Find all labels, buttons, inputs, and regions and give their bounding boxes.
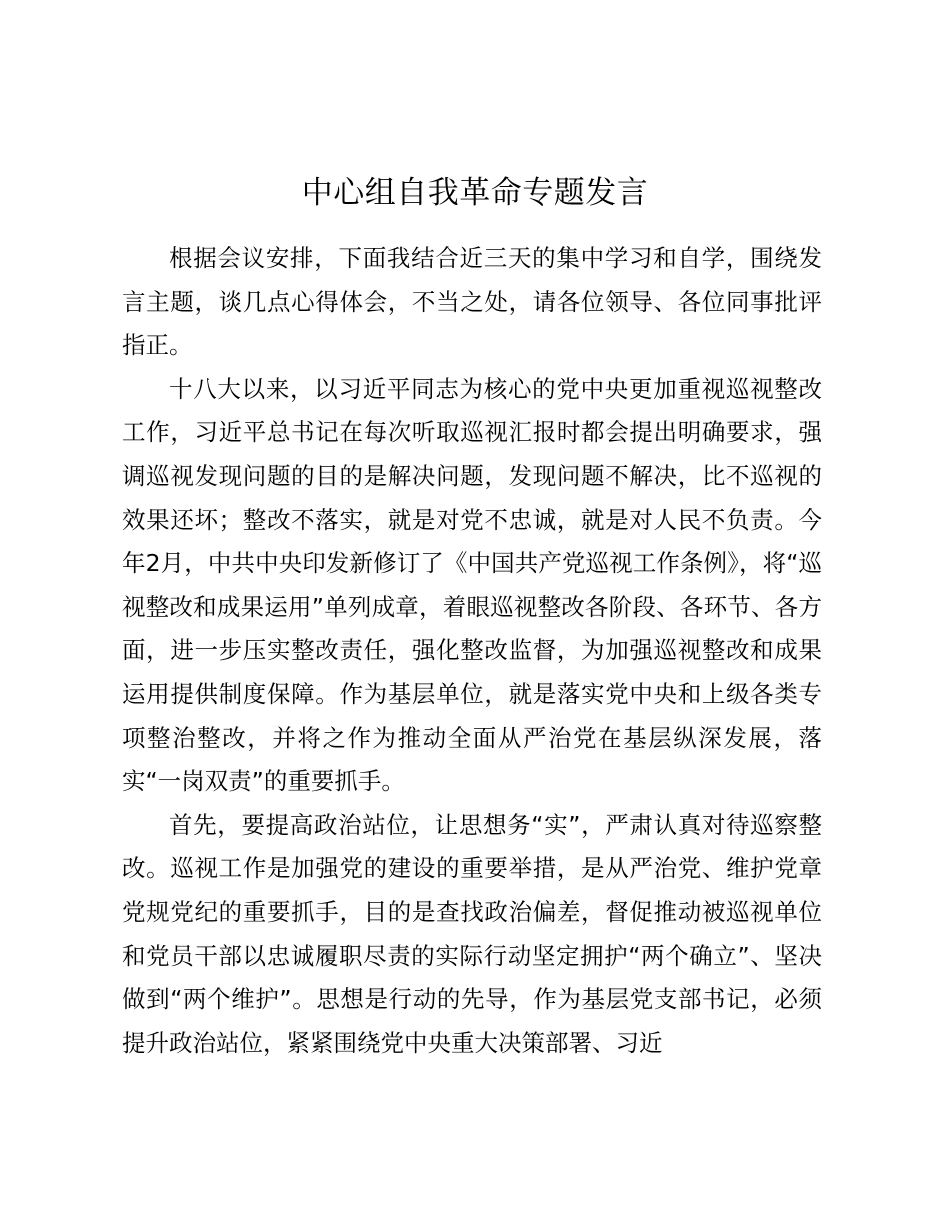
document-title: 中心组自我革命专题发言 — [301, 175, 649, 211]
paragraph-intro: 根据会议安排，下面我结合近三天的集中学习和自学，围绕发言主题，谈几点心得体会，不当之处，请各位领导、各位同事批评指正。 — [122, 244, 822, 360]
document-body — [122, 237, 822, 1065]
paragraph-first-point: 首先，要提高政治站位，让思想务“实”，严肃认真对待巡察整改。巡视工作是加强党的建设的重要举措，是从严治党、维护党章党规党纪的重要抓手，目的是查找政治偏差，督促推动被巡视单位和党员干部以忠诚履职尽责的实际行动坚定拥护“两个确立”、坚决做到“两个维护”。思想是行动的先导，作为基层党支部书记，必须提升政治站位，紧紧围绕党中央重大决策部署、习近 — [122, 810, 822, 1057]
paragraph-background: 十八大以来，以习近平同志为核心的党中央更加重视巡视整改工作，习近平总书记在每次听取巡视汇报时都会提出明确要求，强调巡视发现问题的目的是解决问题，发现问题不解决，比不巡视的效果还坏；整改不落实，就是对党不忠诚，就是对人民不负责。今年2月，中共中央印发新修订了《中国共产党巡视工作条例》，将“巡视整改和成果运用”单列成章，着眼巡视整改各阶段、各环节、各方面，进一步压实整改责任，强化整改监督，为加强巡视整改和成果运用提供制度保障。作为基层单位，就是落实党中央和上级各类专项整治整改，并将之作为推动全面从严治党在基层纵深发展，落实“一岗双责”的重要抓手。 — [122, 374, 822, 796]
